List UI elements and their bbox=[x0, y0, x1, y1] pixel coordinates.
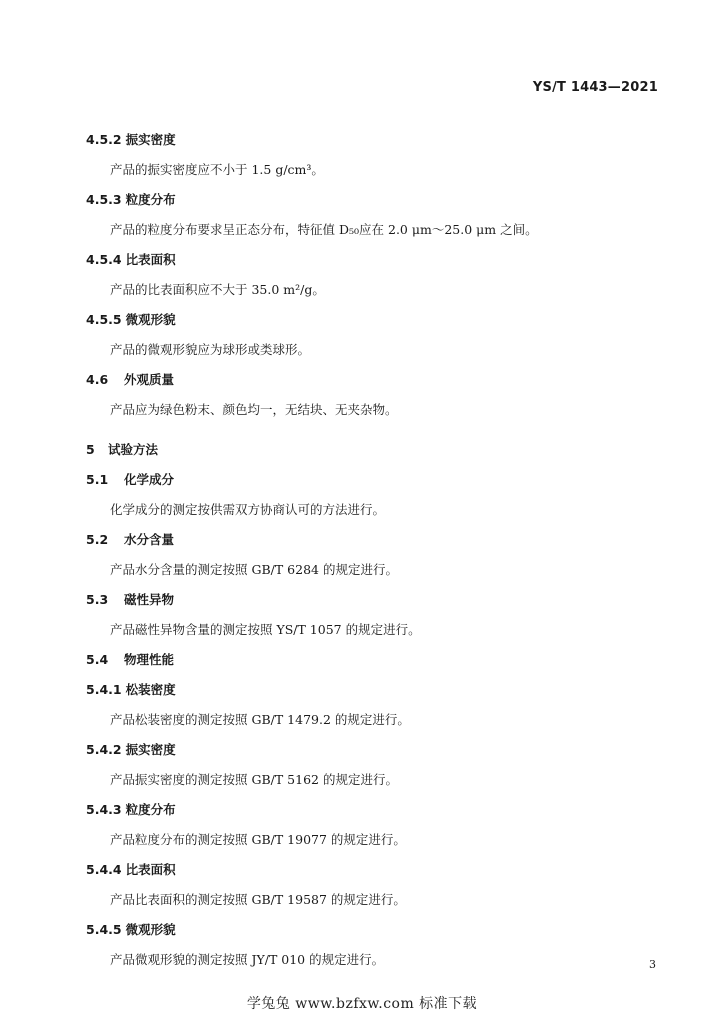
section-heading bbox=[86, 645, 666, 675]
section-heading bbox=[86, 675, 666, 705]
section-heading bbox=[86, 365, 666, 395]
section-number: 5.4.3 bbox=[86, 802, 122, 817]
section-title: 水分含量 bbox=[124, 532, 175, 547]
section-title: 化学成分 bbox=[124, 472, 175, 487]
page-number: 3 bbox=[649, 958, 656, 971]
section-number: 5.4.5 bbox=[86, 922, 122, 937]
section-number: 5.4.1 bbox=[86, 682, 122, 697]
section-title: 粒度分布 bbox=[125, 802, 176, 817]
section-heading bbox=[86, 735, 666, 765]
paragraph: 产品振实密度的测定按照 GB/T 5162 的规定进行。 bbox=[110, 772, 398, 787]
section-number: 4.5.2 bbox=[86, 132, 122, 147]
paragraph: 产品粒度分布的测定按照 GB/T 19077 的规定进行。 bbox=[110, 832, 406, 847]
section-heading bbox=[86, 915, 666, 945]
chapter-title: 试验方法 bbox=[108, 442, 159, 457]
section-number: 5.4 bbox=[86, 652, 109, 667]
paragraph: 产品比表面积的测定按照 GB/T 19587 的规定进行。 bbox=[110, 892, 406, 907]
document-body bbox=[86, 125, 666, 975]
section-heading bbox=[86, 305, 666, 335]
section-heading bbox=[86, 795, 666, 825]
section-heading bbox=[86, 585, 666, 615]
section-number: 4.5.5 bbox=[86, 312, 122, 327]
section-heading bbox=[86, 465, 666, 495]
section-title: 微观形貌 bbox=[125, 312, 176, 327]
section-title: 外观质量 bbox=[124, 372, 175, 387]
document-code: YS/T 1443—2021 bbox=[532, 80, 658, 95]
paragraph: 产品的粒度分布要求呈正态分布，特征值 D₅₀应在 2.0 μm～25.0 μm 之间。 bbox=[110, 222, 538, 237]
section-number: 5.4.2 bbox=[86, 742, 122, 757]
paragraph: 产品的比表面积应不大于 35.0 m²/g。 bbox=[110, 282, 325, 297]
section-title: 比表面积 bbox=[125, 252, 176, 267]
section-number: 5.1 bbox=[86, 472, 109, 487]
section-title: 振实密度 bbox=[125, 132, 176, 147]
section-title: 微观形貌 bbox=[125, 922, 176, 937]
section-heading bbox=[86, 855, 666, 885]
section-number: 4.6 bbox=[86, 372, 109, 387]
section-number: 5.3 bbox=[86, 592, 109, 607]
paragraph: 化学成分的测定按供需双方协商认可的方法进行。 bbox=[110, 502, 386, 517]
section-title: 磁性异物 bbox=[124, 592, 175, 607]
paragraph: 产品松装密度的测定按照 GB/T 1479.2 的规定进行。 bbox=[110, 712, 410, 727]
paragraph: 产品水分含量的测定按照 GB/T 6284 的规定进行。 bbox=[110, 562, 398, 577]
footer-watermark: 学兔兔 www.bzfxw.com 标准下载 bbox=[246, 996, 478, 1012]
section-title: 粒度分布 bbox=[125, 192, 176, 207]
section-heading bbox=[86, 245, 666, 275]
paragraph: 产品磁性异物含量的测定按照 YS/T 1057 的规定进行。 bbox=[110, 622, 421, 637]
section-heading bbox=[86, 525, 666, 555]
section-title: 松装密度 bbox=[125, 682, 176, 697]
paragraph: 产品微观形貌的测定按照 JY/T 010 的规定进行。 bbox=[110, 952, 385, 967]
chapter-number: 5 bbox=[86, 442, 95, 457]
section-number: 5.2 bbox=[86, 532, 109, 547]
section-heading bbox=[86, 185, 666, 215]
section-number: 4.5.3 bbox=[86, 192, 122, 207]
section-title: 振实密度 bbox=[125, 742, 176, 757]
paragraph: 产品的振实密度应不小于 1.5 g/cm³。 bbox=[110, 162, 324, 177]
section-title: 物理性能 bbox=[124, 652, 175, 667]
paragraph: 产品应为绿色粉末、颜色均一，无结块、无夹杂物。 bbox=[110, 402, 398, 417]
section-title: 比表面积 bbox=[125, 862, 176, 877]
section-number: 4.5.4 bbox=[86, 252, 122, 267]
chapter-heading bbox=[86, 435, 666, 465]
paragraph: 产品的微观形貌应为球形或类球形。 bbox=[110, 342, 311, 357]
section-heading bbox=[86, 125, 666, 155]
section-number: 5.4.4 bbox=[86, 862, 122, 877]
